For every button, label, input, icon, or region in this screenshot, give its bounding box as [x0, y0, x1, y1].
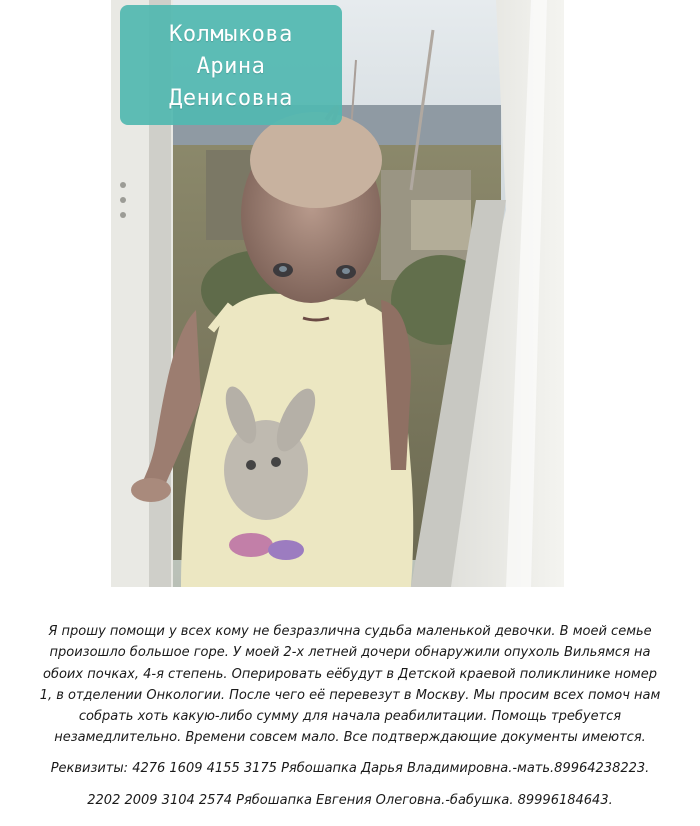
name-badge [120, 5, 342, 125]
appeal-paragraph [30, 621, 670, 749]
name-patronymic: Денисовна [169, 86, 293, 111]
requisites-grandmother: 2202 2009 3104 2574 Рябошапка Евгения Олеговна.-бабушка. 89996184643. [87, 793, 613, 808]
requisites-mother: Реквизиты: 4276 1609 4155 3175 Рябошапка Дарья Владимировна.-мать.89964238223. [50, 761, 650, 776]
name-first: Арина [196, 54, 266, 79]
appeal-line: 1, в отделении Онкологии. После чего её перевезут в Москву. Мы просим всех помоч нам [39, 687, 661, 703]
appeal-line: незамедлительно. Времени совсем мало. Все подтверждающие документы имеются. [54, 730, 646, 746]
appeal-line: Я прошу помощи у всех кому не безразлична судьба маленькой девочки. В моей семье [48, 624, 652, 639]
appeal-line: обоих почках, 4-я степень. Оперировать eёбудут в Детской краевой поликлинике номер [43, 666, 657, 682]
appeal-line: произошло большое горе. У моей 2-х летней дочери обнаружили опухоль Вильямся на [49, 645, 651, 661]
appeal-line: собрать хоть какую-либо сумму для начала реабилитации. Помощь требуется [78, 709, 622, 725]
name-surname: Колмыкова [169, 22, 293, 47]
